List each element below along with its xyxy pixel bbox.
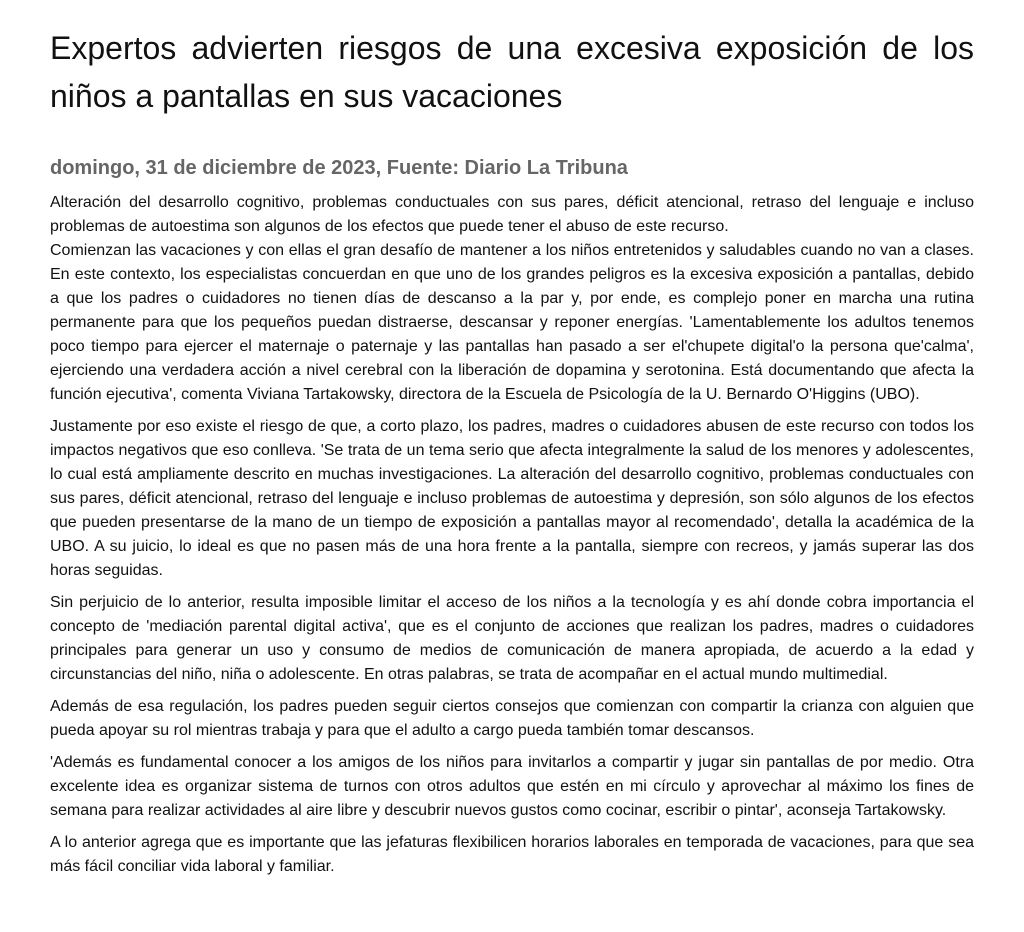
article-paragraph: A lo anterior agrega que es importante que las jefaturas flexibilicen horarios laborales en temporada de vacaciones, para que sea más fácil conciliar vida laboral y familiar. (50, 834, 974, 875)
article-title: Expertos advierten riesgos de una excesiva exposición de los niños a pantallas en sus vacaciones (50, 30, 974, 114)
article-paragraph: Justamente por eso existe el riesgo de que, a corto plazo, los padres, madres o cuidadores abusen de este recurso con todos los impactos negativos que eso conlleva. 'Se trata de un tema serio que afecta integralmente la salud de los menores y adolescentes, lo cual está ampliamente descrito en muchas investigaciones. La alteración del desarrollo cognitivo, problemas conductuales con sus pares, déficit atencional, retraso del lenguaje e incluso problemas de autoestima y depresión, son sólo algunos de los efectos que pueden presentarse de la mano de un tiempo de exposición a pantallas mayor al recomendado', detalla la académica de la UBO. A su juicio, lo ideal es que no pasen más de una hora frente a la pantalla, siempre con recreos, y jamás superar las dos horas seguidas. (50, 418, 974, 579)
article-paragraph: Comienzan las vacaciones y con ellas el gran desafío de mantener a los niños entretenidos y saludables cuando no van a clases. En este contexto, los especialistas concuerdan en que uno de los grandes peligros es la excesiva exposición a pantallas, debido a que los padres o cuidadores no tienen días de descanso a la par y, por ende, es complejo poner en marcha una rutina permanente para que los pequeños puedan distraerse, descansar y reponer energías. 'Lamentablemente los adultos tenemos poco tiempo para ejercer el maternaje o paternaje y las pantallas han pasado a ser el'chupete digital'o la persona que'calma', ejerciendo una verdadera acción a nivel cerebral con la liberación de dopamina y serotonina. Está documentando que afecta la función ejecutiva', comenta Viviana Tartakowsky, directora de la Escuela de Psicología de la U. Bernardo O'Higgins (UBO). (50, 242, 974, 403)
article-date-source: domingo, 31 de diciembre de 2023, Fuente: Diario La Tribuna (50, 157, 628, 179)
article-body (50, 191, 974, 879)
article-paragraph: Además de esa regulación, los padres pueden seguir ciertos consejos que comienzan con compartir la crianza con alguien que pueda apoyar su rol mientras trabaja y para que el adulto a cargo pueda también tomar descansos. (50, 698, 974, 739)
article-paragraph: Sin perjuicio de lo anterior, resulta imposible limitar el acceso de los niños a la tecnología y es ahí donde cobra importancia el concepto de 'mediación parental digital activa', que es el conjunto de acciones que realizan los padres, madres o cuidadores principales para generar un uso y consumo de medios de comunicación de manera apropiada, de acuerdo a la edad y circunstancias del niño, niña o adolescente. En otras palabras, se trata de acompañar en el actual mundo multimedial. (50, 594, 974, 683)
article-lead-paragraph: Alteración del desarrollo cognitivo, problemas conductuales con sus pares, déficit atencional, retraso del lenguaje e incluso problemas de autoestima son algunos de los efectos que puede tener el abuso de este recurso. (50, 194, 974, 235)
article-paragraph: 'Además es fundamental conocer a los amigos de los niños para invitarlos a compartir y jugar sin pantallas de por medio. Otra excelente idea es organizar sistema de turnos con otros adultos que estén en mi círculo y aprovechar al máximo los fines de semana para realizar actividades al aire libre y descubrir nuevos gustos como cocinar, escribir o pintar', aconseja Tartakowsky. (50, 754, 974, 819)
